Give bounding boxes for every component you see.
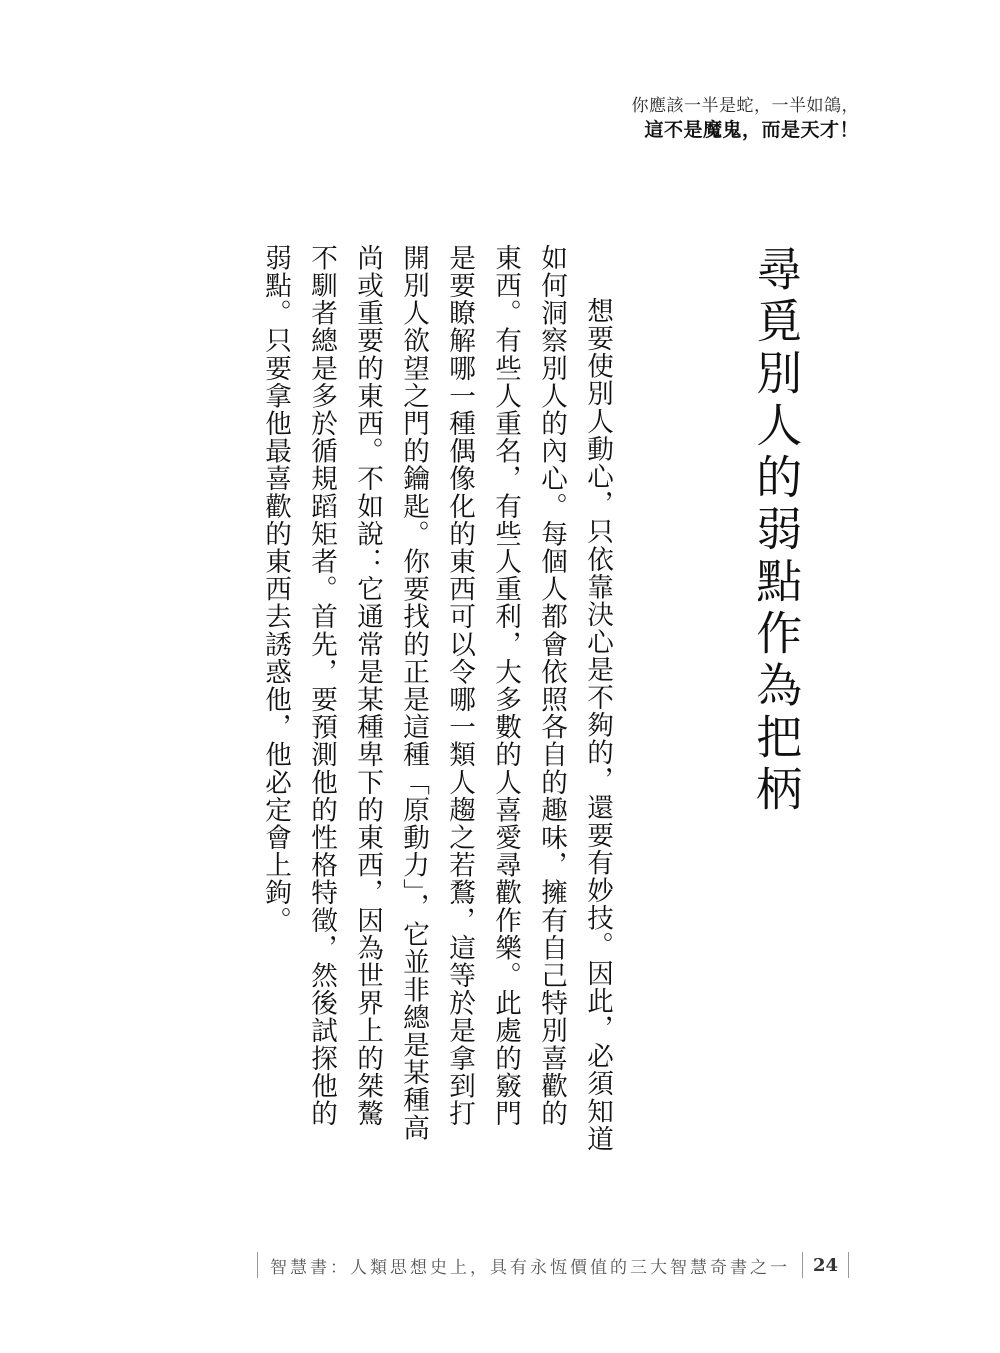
footer-divider-right [848,1252,849,1278]
body-paragraph: 想要使別人動心，只依靠決心是不夠的，還要有妙技。因此，必須知道如何洞察別人的內心。每個人都會依照各自的趣味，擁有自己特別喜歡的東西。有些人重名，有些人重利，大多數的人喜愛尋歡作樂。此處的竅門是要瞭解哪一種偶像化的東西可以令哪一類人趨之若鶩，這等於是拿到打開別人欲望之門的鑰匙。你要找的正是這種「原動力」，它並非總是某種高尚或重要的東西。不如說：它通常是某種卑下的東西，因為世界上的桀驁不馴者總是多於循規蹈矩者。首先，要預測他的性格特徵，然後試探他的弱點。只要拿他最喜歡的東西去誘惑他，他必定會上鉤。 [260,244,613,1153]
running-header-line2: 這不是魔鬼，而是天才！ [644,118,859,141]
page-number: 24 [813,1254,839,1276]
running-header [632,95,860,144]
running-header-line1: 你應該一半是蛇，一半如鴿， [631,96,859,116]
page-footer [257,1250,849,1280]
footer-book-title: 智慧書：人類思想史上，具有永恆價值的三大智慧奇書之一 [270,1257,790,1278]
body-text [260,244,620,1154]
chapter-title: 尋覓別人的弱點作為把柄 [749,245,804,817]
